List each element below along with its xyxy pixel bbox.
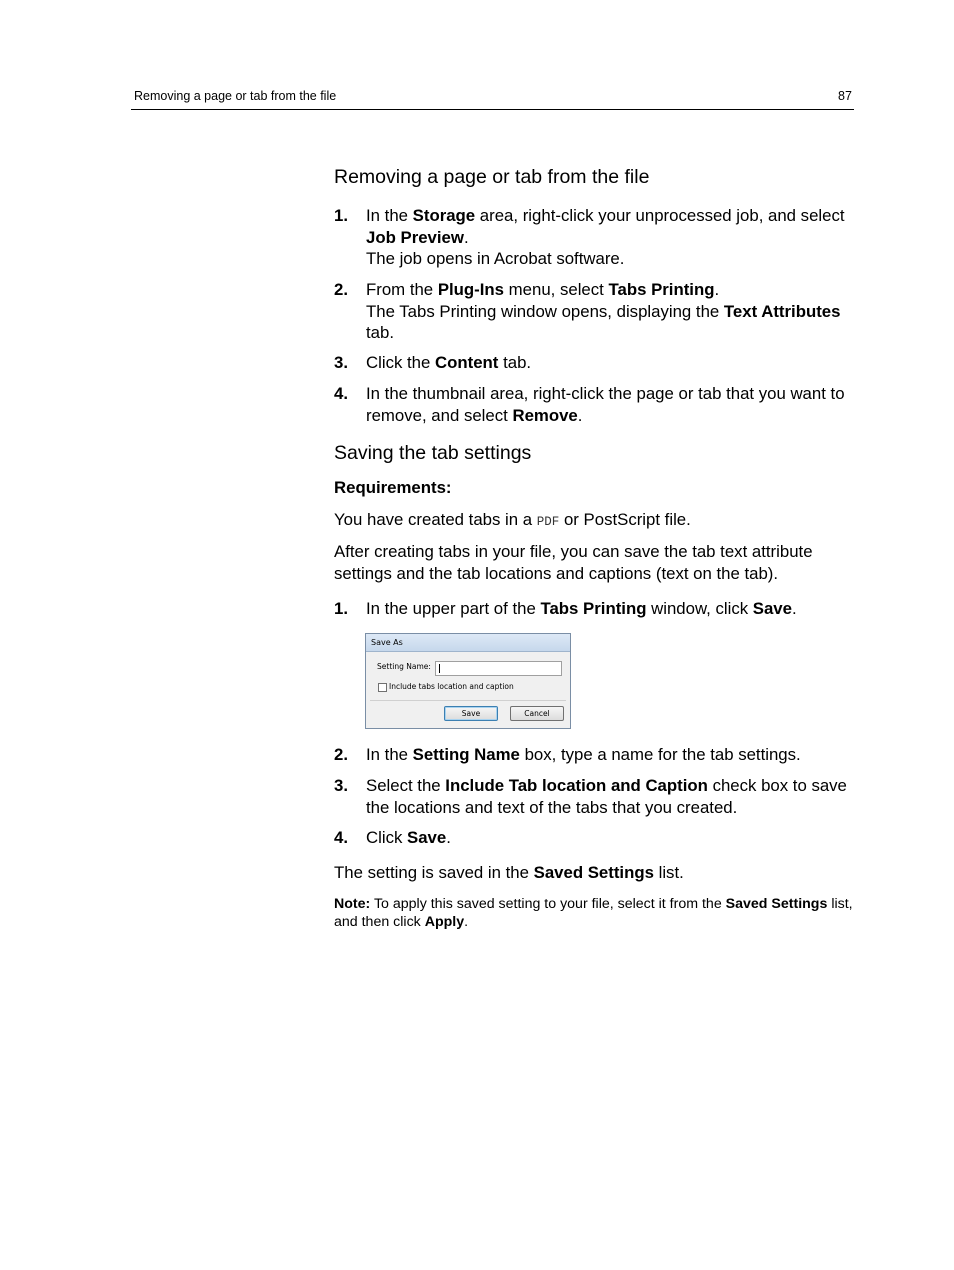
bold-term: Storage (412, 206, 476, 225)
list-text: In the Setting Name box, type a name for the tab settings. (366, 745, 801, 764)
list-text: From the Plug-Ins menu, select Tabs Printing. The Tabs Printing window opens, displaying the Text Attributes tab. (366, 280, 841, 342)
note: Note: To apply this saved setting to your file, select it from the Saved Settings list, and then click Apply. (334, 896, 853, 930)
intro-paragraph: After creating tabs in your file, you can save the tab text attribute settings and the tab locations and captions (text on the tab). (334, 542, 813, 583)
bold-term: Tabs Printing (540, 599, 647, 618)
page-header-title: Removing a page or tab from the file (134, 89, 337, 103)
dialog-title: Save As (371, 638, 403, 647)
list-number: 3. (334, 776, 348, 795)
list-number: 2. (334, 280, 348, 299)
bold-term: Note: (334, 896, 371, 912)
save-as-dialog-screenshot (365, 633, 571, 729)
bold-term: Apply (424, 914, 465, 930)
list-item (334, 279, 854, 344)
section-title-saving: Saving the tab settings (334, 442, 532, 464)
list-item (334, 205, 854, 270)
dialog-titlebar (366, 634, 570, 652)
bold-term: Include Tab location and Caption (445, 776, 708, 795)
requirements-text-end: or PostScript file. (559, 510, 691, 529)
dialog-divider (370, 700, 566, 701)
setting-name-label: Setting Name: (377, 662, 431, 671)
section-title-removing: Removing a page or tab from the file (334, 166, 650, 188)
list-number: 4. (334, 828, 348, 847)
bold-term: Job Preview (366, 227, 464, 247)
include-tabs-checkbox-label: Include tabs location and caption (389, 682, 514, 691)
bold-term: Save (407, 828, 447, 847)
bold-term: Content (435, 353, 499, 372)
list-number: 2. (334, 745, 348, 764)
list-item (334, 598, 854, 620)
list-number: 1. (334, 206, 348, 225)
header-rule (131, 109, 854, 110)
text-caret (439, 664, 440, 673)
bold-term: Plug-Ins (437, 280, 505, 299)
bold-term: Tabs Printing (608, 280, 715, 299)
list-text: Select the Include Tab location and Caption check box to save the locations and text of the tabs that you created. (366, 776, 847, 817)
list-number: 3. (334, 353, 348, 372)
bold-term: Setting Name (412, 745, 520, 764)
list-text: In the thumbnail area, right-click the page or tab that you want to remove, and select Remove. (366, 384, 845, 425)
bold-term: Remove (512, 405, 578, 425)
list-item (334, 775, 854, 818)
requirements-text (334, 509, 854, 534)
cancel-button[interactable]: Cancel (510, 706, 564, 721)
bold-term: Text Attributes (723, 301, 841, 321)
list-item (334, 827, 854, 849)
list-item (334, 352, 854, 374)
pdf-code: PDF (536, 515, 560, 529)
result-paragraph: The setting is saved in the Saved Settings list. (334, 863, 684, 882)
list-text: Click Save. (366, 828, 451, 847)
list-item (334, 383, 854, 426)
list-number: 1. (334, 599, 348, 618)
list-text: Click the Content tab. (366, 353, 532, 372)
list-number: 4. (334, 384, 348, 403)
bold-term: Saved Settings (533, 863, 654, 882)
save-button[interactable]: Save (444, 706, 498, 721)
bold-term: Saved Settings (725, 896, 828, 912)
requirements-text-start: You have created tabs in a (334, 510, 537, 529)
setting-name-input[interactable] (435, 661, 562, 676)
include-tabs-checkbox[interactable] (378, 683, 387, 692)
requirements-label: Requirements: (334, 478, 452, 497)
page-number: 87 (838, 89, 852, 103)
bold-term: Save (752, 599, 792, 618)
list-text: In the Storage area, right-click your unprocessed job, and select Job Preview. The job opens in Acrobat software. (366, 206, 845, 268)
list-text: In the upper part of the Tabs Printing window, click Save. (366, 599, 797, 618)
list-item (334, 744, 854, 766)
